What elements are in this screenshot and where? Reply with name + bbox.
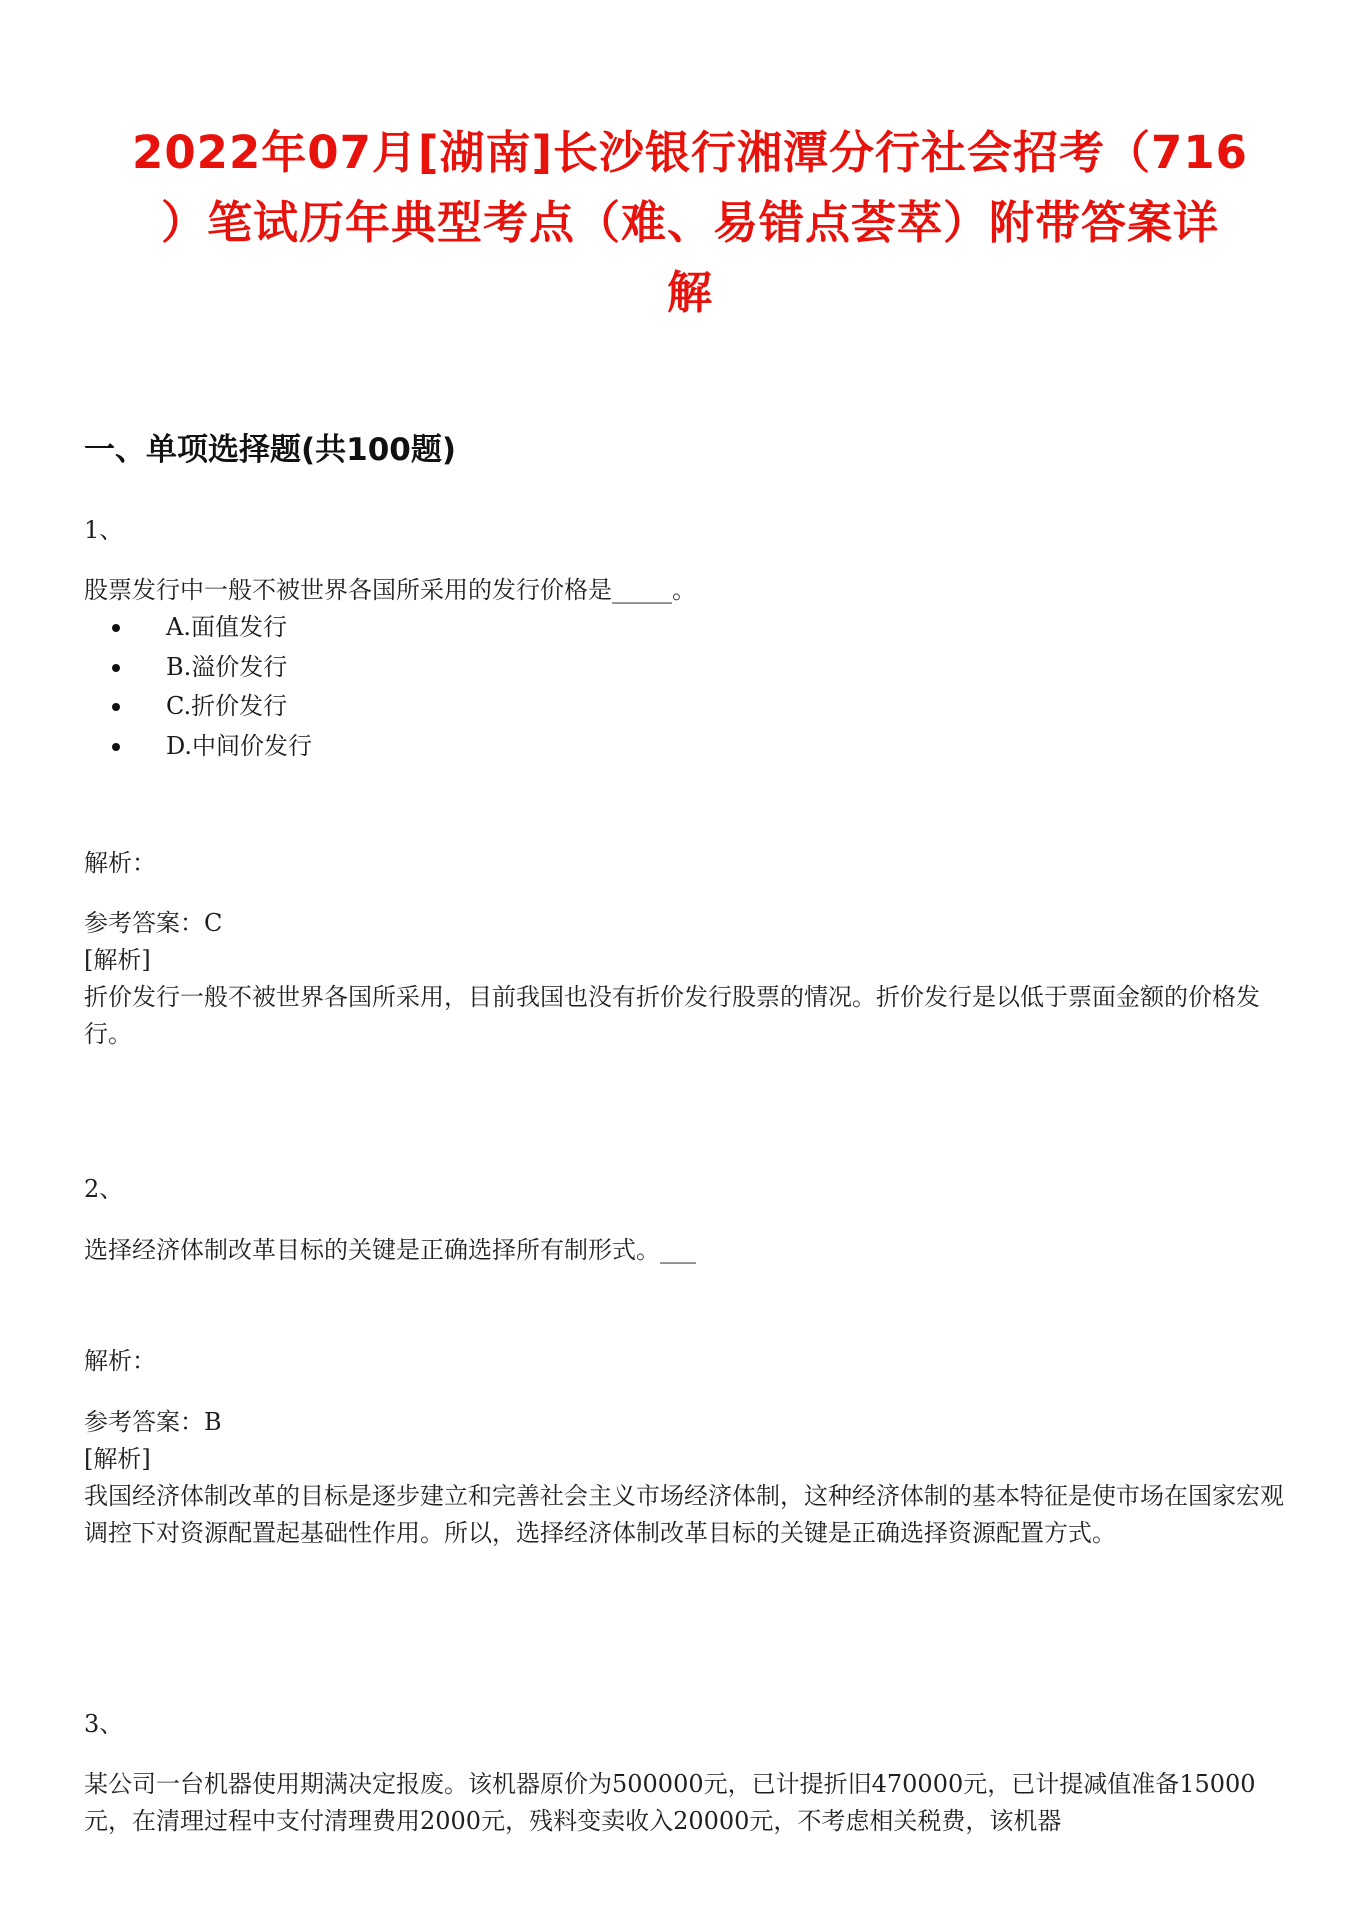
question-3-text: 某公司一台机器使用期满决定报废。该机器原价为500000元，已计提折旧470000元，已计提减值准备15000元，在清理过程中支付清理费用2000元，残料变卖收入20000元，不考虑相关税费，该机器	[84, 1770, 1256, 1835]
option-label: C.折价发行	[166, 692, 288, 720]
question-2-explanation-tag: [解析]	[84, 1445, 151, 1473]
bullet-icon	[112, 743, 120, 751]
question-1-explanation-tag: [解析]	[84, 946, 151, 974]
option-label: B.溢价发行	[166, 652, 288, 681]
question-1-options	[84, 608, 312, 766]
title-line-3: 解	[666, 266, 713, 319]
title-line-1: 2022年07月[湖南]长沙银行湘潭分行社会招考（716	[132, 126, 1248, 179]
bullet-icon	[112, 624, 120, 632]
option-c	[84, 687, 312, 727]
option-a	[84, 608, 312, 648]
question-1-text: 股票发行中一般不被世界各国所采用的发行价格是_____。	[84, 576, 696, 604]
bullet-icon	[112, 703, 120, 711]
question-2-explanation: 我国经济体制改革的目标是逐步建立和完善社会主义市场经济体制，这种经济体制的基本特征是使市场在国家宏观调控下对资源配置起基础性作用。所以，选择经济体制改革目标的关键是正确选择资源配置方式。	[84, 1482, 1284, 1547]
document-title	[80, 118, 1300, 328]
option-b	[84, 648, 312, 688]
question-2-number: 2、	[84, 1175, 124, 1203]
question-2-analysis-label: 解析：	[84, 1347, 156, 1375]
option-label: D.中间价发行	[166, 731, 313, 760]
question-1-number: 1、	[84, 516, 124, 544]
option-label: A.面值发行	[166, 613, 287, 641]
question-3-number: 3、	[84, 1710, 124, 1738]
question-1-analysis-label: 解析：	[84, 849, 156, 877]
question-2-text: 选择经济体制改革目标的关键是正确选择所有制形式。___	[84, 1236, 696, 1264]
question-1-answer: 参考答案：C	[84, 909, 223, 937]
question-2-answer: 参考答案：B	[84, 1408, 222, 1436]
option-d	[84, 727, 312, 767]
bullet-icon	[112, 664, 120, 672]
title-line-2: ）笔试历年典型考点（难、易错点荟萃）附带答案详	[160, 196, 1219, 249]
section-heading: 一、单项选择题(共100题)	[84, 432, 457, 468]
question-1-explanation: 折价发行一般不被世界各国所采用，目前我国也没有折价发行股票的情况。折价发行是以低于票面金额的价格发行。	[84, 983, 1260, 1048]
